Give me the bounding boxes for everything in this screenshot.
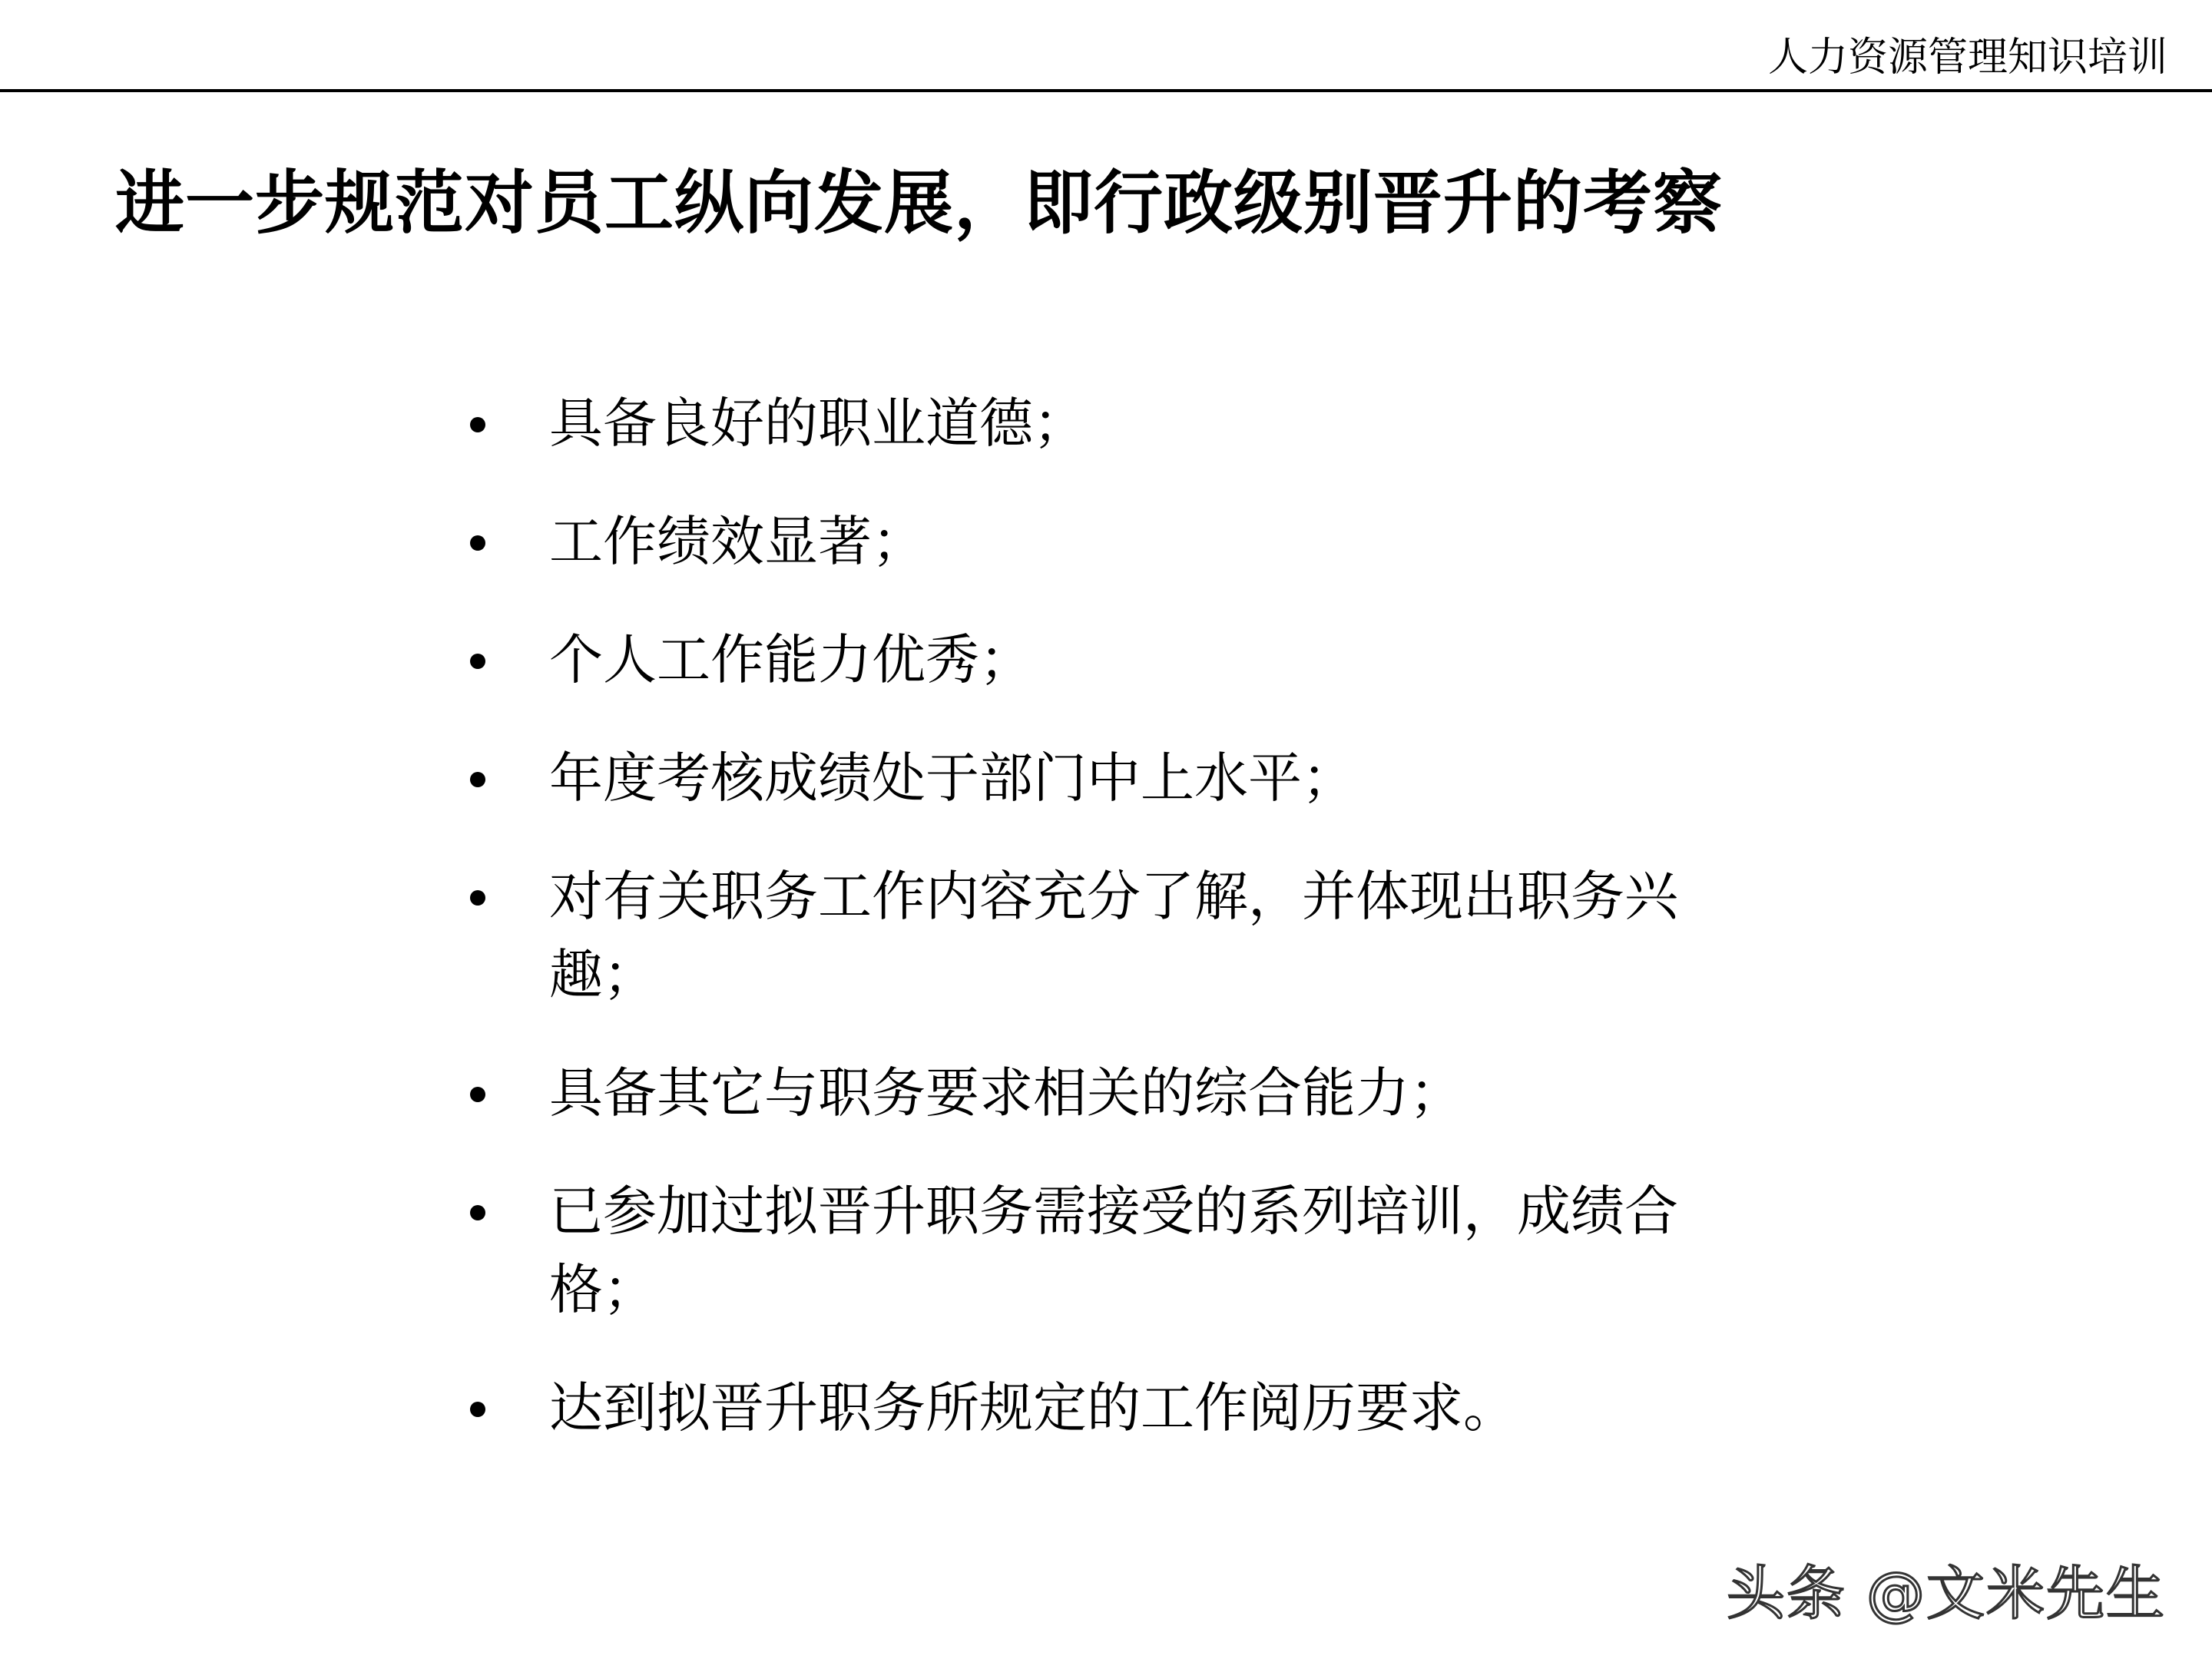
list-item-text: 对有关职务工作内容充分了解，并体现出职务兴趣；	[549, 865, 1678, 1006]
criteria-list	[461, 384, 1813, 1487]
list-item-text: 个人工作能力优秀；	[549, 628, 1033, 691]
bullet-dot-icon	[470, 890, 485, 906]
bullet-dot-icon	[470, 654, 485, 669]
bullet-dot-icon	[470, 1402, 485, 1417]
list-item-text: 具备良好的职业道德；	[549, 392, 1087, 455]
list-item-text: 已参加过拟晋升职务需接受的系列培训，成绩合格；	[549, 1180, 1678, 1321]
list-item-text: 年度考核成绩处于部门中上水平；	[549, 747, 1356, 810]
header-label: 人力资源管理知识培训	[1767, 35, 2167, 81]
list-item	[461, 1054, 1717, 1132]
list-item	[461, 502, 1717, 581]
list-item	[461, 621, 1717, 699]
list-item	[461, 1369, 1717, 1447]
bullet-dot-icon	[470, 1087, 485, 1102]
list-item	[461, 857, 1717, 1014]
watermark: 头条 @文米先生	[1726, 1559, 2166, 1628]
list-item-text: 工作绩效显著；	[549, 510, 926, 573]
bullet-dot-icon	[470, 1205, 485, 1220]
page-title: 进一步规范对员工纵向发展，即行政级别晋升的考察	[115, 163, 1723, 243]
header-divider	[0, 89, 2212, 92]
bullet-dot-icon	[470, 535, 485, 551]
list-item	[461, 1172, 1717, 1329]
list-item	[461, 384, 1717, 462]
list-item	[461, 739, 1717, 817]
bullet-dot-icon	[470, 417, 485, 432]
list-item-text: 具备其它与职务要求相关的综合能力；	[549, 1061, 1463, 1124]
bullet-dot-icon	[470, 772, 485, 787]
list-item-text: 达到拟晋升职务所规定的工作阅历要求。	[549, 1376, 1517, 1439]
